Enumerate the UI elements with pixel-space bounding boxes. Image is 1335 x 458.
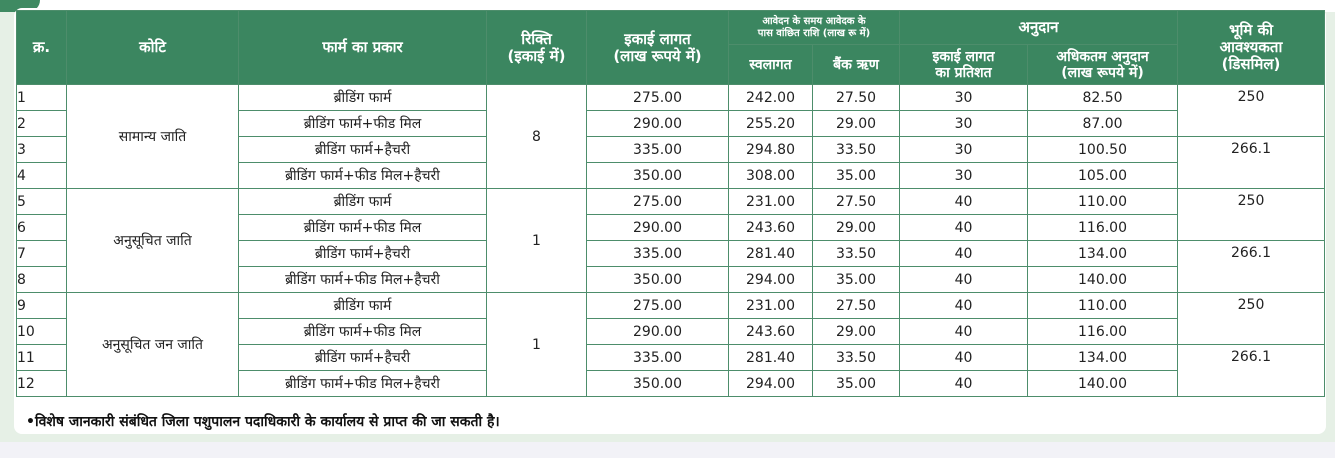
cell-unit-cost: 350.00 (587, 267, 729, 293)
header-max-subsidy-line2: (लाख रूपये में) (1061, 64, 1144, 81)
cell-sr: 4 (17, 163, 67, 189)
header-land (1178, 11, 1325, 85)
cell-category: अनुसूचित जाति (67, 189, 239, 293)
cell-bank-loan: 33.50 (813, 137, 900, 163)
cell-vacancy: 8 (487, 85, 587, 189)
cell-unit-cost: 350.00 (587, 163, 729, 189)
cell-self-cost: 294.80 (729, 137, 813, 163)
table-row (17, 189, 1325, 215)
cell-bank-loan: 35.00 (813, 371, 900, 397)
cell-subsidy-percent: 30 (900, 137, 1028, 163)
cell-subsidy-percent: 40 (900, 189, 1028, 215)
cell-bank-loan: 29.00 (813, 319, 900, 345)
cell-unit-cost: 290.00 (587, 215, 729, 241)
cell-farm-type: ब्रीडिंग फार्म (239, 85, 487, 111)
cell-farm-type: ब्रीडिंग फार्म+फीड मिल (239, 319, 487, 345)
cell-unit-cost: 275.00 (587, 189, 729, 215)
cell-subsidy-percent: 40 (900, 241, 1028, 267)
cell-self-cost: 281.40 (729, 345, 813, 371)
cell-bank-loan: 29.00 (813, 111, 900, 137)
cell-sr: 1 (17, 85, 67, 111)
cell-sr: 9 (17, 293, 67, 319)
header-unit-cost-label: इकाई लागत (624, 29, 691, 48)
cell-max-subsidy: 87.00 (1028, 111, 1178, 137)
cell-subsidy-percent: 30 (900, 85, 1028, 111)
cell-bank-loan: 27.50 (813, 189, 900, 215)
cell-max-subsidy: 100.50 (1028, 137, 1178, 163)
header-subsidy-percent (900, 45, 1028, 85)
cell-bank-loan: 27.50 (813, 85, 900, 111)
header-farm-type: फार्म का प्रकार (239, 11, 487, 85)
cell-land: 266.1 (1178, 241, 1325, 293)
footnote: •विशेष जानकारी संबंधित जिला पशुपालन पदाधिकारी के कार्यालय से प्राप्त की जा सकती है। (26, 414, 500, 430)
cell-unit-cost: 335.00 (587, 241, 729, 267)
cell-max-subsidy: 116.00 (1028, 215, 1178, 241)
bottom-strip (0, 442, 1335, 458)
cell-max-subsidy: 140.00 (1028, 371, 1178, 397)
header-unit-cost-unit: (लाख रूपये में) (613, 46, 702, 65)
header-subsidy: अनुदान (900, 11, 1178, 45)
cell-vacancy: 1 (487, 189, 587, 293)
header-bank-loan: बैंक ऋण (813, 45, 900, 85)
cell-unit-cost: 350.00 (587, 371, 729, 397)
cell-land: 250 (1178, 293, 1325, 345)
table-row (17, 293, 1325, 319)
cell-unit-cost: 335.00 (587, 345, 729, 371)
cell-land: 250 (1178, 189, 1325, 241)
header-self-cost: स्वलागत (729, 45, 813, 85)
cell-subsidy-percent: 40 (900, 293, 1028, 319)
cell-max-subsidy: 134.00 (1028, 345, 1178, 371)
cell-self-cost: 255.20 (729, 111, 813, 137)
cell-vacancy: 1 (487, 293, 587, 397)
cell-self-cost: 281.40 (729, 241, 813, 267)
cell-max-subsidy: 105.00 (1028, 163, 1178, 189)
cell-self-cost: 243.60 (729, 319, 813, 345)
cell-sr: 10 (17, 319, 67, 345)
cell-land: 250 (1178, 85, 1325, 137)
table-row (17, 85, 1325, 111)
cell-farm-type: ब्रीडिंग फार्म+फीड मिल+हैचरी (239, 163, 487, 189)
cell-farm-type: ब्रीडिंग फार्म (239, 293, 487, 319)
header-subsidy-percent-line2: का प्रतिशत (935, 64, 992, 81)
cell-max-subsidy: 110.00 (1028, 293, 1178, 319)
header-applicant-amount (729, 11, 900, 45)
cell-sr: 11 (17, 345, 67, 371)
header-vacancy (487, 11, 587, 85)
header-category: कोटि (67, 11, 239, 85)
cell-self-cost: 294.00 (729, 267, 813, 293)
cell-self-cost: 231.00 (729, 189, 813, 215)
cell-bank-loan: 33.50 (813, 345, 900, 371)
cell-subsidy-percent: 30 (900, 163, 1028, 189)
cell-farm-type: ब्रीडिंग फार्म+फीड मिल (239, 215, 487, 241)
cell-land: 266.1 (1178, 345, 1325, 397)
header-land-line2: आवश्यकता (1219, 38, 1283, 56)
cell-bank-loan: 35.00 (813, 267, 900, 293)
cell-unit-cost: 275.00 (587, 293, 729, 319)
cell-unit-cost: 290.00 (587, 111, 729, 137)
header-applicant-amount-line2: पास वांछित राशि (लाख रू में) (757, 27, 871, 39)
cell-subsidy-percent: 30 (900, 111, 1028, 137)
cell-bank-loan: 33.50 (813, 241, 900, 267)
header-unit-cost (587, 11, 729, 85)
header-max-subsidy-line1: अधिकतम अनुदान (1056, 48, 1149, 65)
cell-subsidy-percent: 40 (900, 319, 1028, 345)
header-sr: क्र. (17, 11, 67, 85)
cell-farm-type: ब्रीडिंग फार्म+हैचरी (239, 137, 487, 163)
cell-farm-type: ब्रीडिंग फार्म+फीड मिल+हैचरी (239, 371, 487, 397)
cell-sr: 7 (17, 241, 67, 267)
cell-bank-loan: 29.00 (813, 215, 900, 241)
cell-subsidy-percent: 40 (900, 215, 1028, 241)
cell-farm-type: ब्रीडिंग फार्म+फीड मिल (239, 111, 487, 137)
cell-sr: 2 (17, 111, 67, 137)
header-vacancy-unit: (इकाई में) (507, 46, 566, 65)
header-subsidy-percent-line1: इकाई लागत (932, 48, 995, 65)
cell-subsidy-percent: 40 (900, 371, 1028, 397)
subsidy-table (16, 10, 1325, 397)
cell-farm-type: ब्रीडिंग फार्म+फीड मिल+हैचरी (239, 267, 487, 293)
cell-bank-loan: 27.50 (813, 293, 900, 319)
cell-self-cost: 242.00 (729, 85, 813, 111)
header-applicant-amount-line1: आवेदन के समय आवेदक के (762, 15, 866, 27)
cell-category: सामान्य जाति (67, 85, 239, 189)
cell-sr: 6 (17, 215, 67, 241)
cell-sr: 8 (17, 267, 67, 293)
cell-bank-loan: 35.00 (813, 163, 900, 189)
cell-max-subsidy: 82.50 (1028, 85, 1178, 111)
cell-unit-cost: 335.00 (587, 137, 729, 163)
cell-self-cost: 294.00 (729, 371, 813, 397)
cell-farm-type: ब्रीडिंग फार्म+हैचरी (239, 241, 487, 267)
cell-max-subsidy: 110.00 (1028, 189, 1178, 215)
header-vacancy-label: रिक्ति (521, 29, 552, 48)
cell-self-cost: 231.00 (729, 293, 813, 319)
cell-self-cost: 308.00 (729, 163, 813, 189)
cell-unit-cost: 275.00 (587, 85, 729, 111)
header-land-line3: (डिसमिल) (1221, 55, 1281, 73)
cell-sr: 12 (17, 371, 67, 397)
cell-unit-cost: 290.00 (587, 319, 729, 345)
header-land-line1: भूमि की (1228, 21, 1274, 39)
cell-max-subsidy: 140.00 (1028, 267, 1178, 293)
header-max-subsidy (1028, 45, 1178, 85)
cell-sr: 3 (17, 137, 67, 163)
cell-land: 266.1 (1178, 137, 1325, 189)
cell-category: अनुसूचित जन जाति (67, 293, 239, 397)
cell-farm-type: ब्रीडिंग फार्म+हैचरी (239, 345, 487, 371)
cell-subsidy-percent: 40 (900, 345, 1028, 371)
cell-sr: 5 (17, 189, 67, 215)
cell-max-subsidy: 134.00 (1028, 241, 1178, 267)
cell-subsidy-percent: 40 (900, 267, 1028, 293)
cell-farm-type: ब्रीडिंग फार्म (239, 189, 487, 215)
cell-max-subsidy: 116.00 (1028, 319, 1178, 345)
cell-self-cost: 243.60 (729, 215, 813, 241)
